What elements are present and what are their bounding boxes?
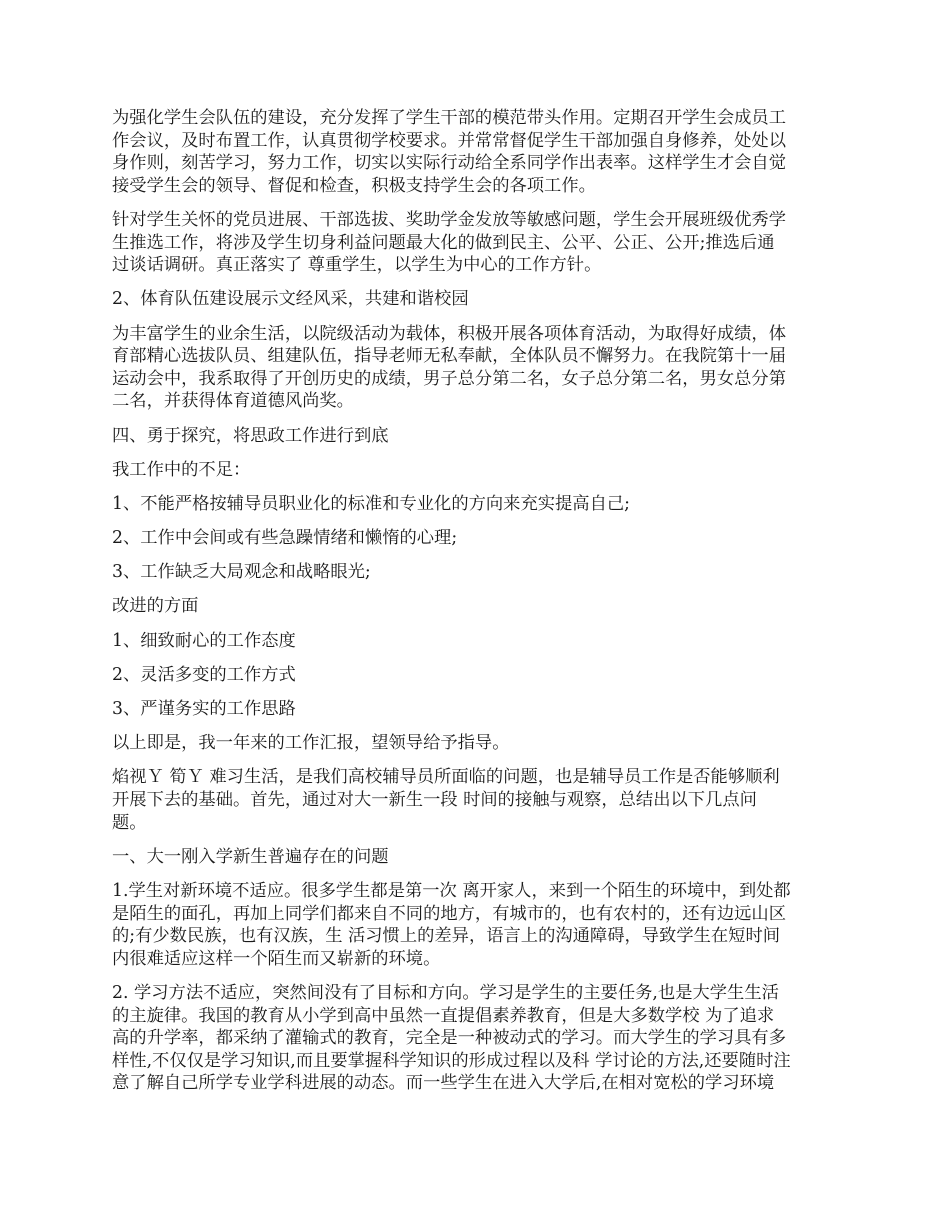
text-line: 2、灵活多变的工作方式 — [112, 664, 296, 685]
paragraph — [112, 561, 840, 584]
text-line: 内很难适应这样一个陌生而又崭新的环境。 — [112, 948, 441, 969]
paragraph — [112, 880, 840, 970]
paragraph — [112, 982, 840, 1095]
text-line: 意了解自己所学专业学科进展的动态。而一些学生在进入大学后,在相对宽松的学习环境 — [112, 1073, 775, 1094]
text-line: 以上即是，我一年来的工作汇报，望领导给予指导。 — [112, 733, 510, 754]
text-line: 运动会中，我系取得了开创历史的成绩，男子总分第二名，女子总分第二名，男女总分第 — [112, 368, 786, 389]
text-line: 3、工作缺乏大局观念和战略眼光; — [112, 562, 371, 583]
paragraph — [112, 595, 840, 618]
paragraph — [112, 766, 840, 834]
text-line: 焰视Ｙ 筍Ｙ 难习生活，是我们高校辅导员所面临的问题，也是辅导员工作是否能够顺利 — [112, 767, 780, 788]
text-line: 的主旋律。我国的教育从小学到高中虽然一直提倡素养教育，但是大多数学校 为了追求 — [112, 1005, 775, 1026]
text-line: 身作则，刻苦学习，努力工作，切实以实际行动给全系同学作出表率。这样学生才会自觉 — [112, 153, 786, 174]
paragraph — [112, 846, 840, 869]
text-line: 3、严谨务实的工作思路 — [112, 699, 296, 719]
paragraph — [112, 698, 840, 721]
text-line: 样性,不仅仅是学习知识,而且要掌握科学知识的形成过程以及科 学讨论的方法,还要随时注 — [112, 1050, 791, 1071]
text-line: 高的升学率，都采纳了灌输式的教育，完全是一种被动式的学习。而大学生的学习具有多 — [112, 1028, 786, 1049]
document-body — [112, 107, 840, 1106]
text-line: 育部精心选拔队员、组建队伍，指导老师无私奉献，全体队员不懈努力。在我院第十一届 — [112, 346, 786, 367]
text-line: 的;有少数民族，也有汉族，生 活习惯上的差异，语言上的沟通障碍，导致学生在短时间 — [112, 926, 781, 947]
text-line: 1、细致耐心的工作态度 — [112, 630, 296, 651]
text-line: 为强化学生会队伍的建设，充分发挥了学生干部的模范带头作用。定期召开学生会成员工 — [112, 108, 786, 128]
text-line: 作会议，及时布置工作，认真贯彻学校要求。并常常督促学生干部加强自身修养，处处以 — [112, 130, 786, 151]
text-line: 1.学生对新环境不适应。很多学生都是第一次 离开家人，来到一个陌生的环境中，到处都 — [112, 880, 791, 901]
text-line: 2、体育队伍建设展示文经风采，共建和谐校园 — [112, 289, 469, 310]
text-line: 我工作中的不足： — [112, 459, 251, 480]
paragraph — [112, 630, 840, 653]
paragraph — [112, 664, 840, 687]
text-line: 二名，并获得体育道德风尚奖。 — [112, 391, 354, 412]
paragraph — [112, 527, 840, 550]
text-line: 开展下去的基础。首先，通过对大一新生一段 时间的接触与观察，总结出以下几点问 — [112, 789, 757, 810]
paragraph — [112, 732, 840, 755]
text-line: 题。 — [112, 812, 147, 833]
text-line: 生推选工作，将涉及学生切身利益问题最大化的做到民主、公平、公正、公开;推选后通 — [112, 232, 775, 253]
text-line: 接受学生会的领导、督促和检查，积极支持学生会的各项工作。 — [112, 175, 596, 196]
paragraph — [112, 107, 840, 197]
paragraph — [112, 459, 840, 482]
paragraph — [112, 209, 840, 277]
text-line: 过谈话调研。真正落实了 尊重学生，以学生为中心的工作方针。 — [112, 255, 602, 276]
paragraph — [112, 323, 840, 413]
text-line: 2. 学习方法不适应，突然间没有了目标和方向。学习是学生的主要任务,也是大学生生活 — [112, 982, 779, 1003]
text-line: 1、不能严格按辅导员职业化的标准和专业化的方向来充实提高自己; — [112, 493, 630, 514]
text-line: 为丰富学生的业余生活，以院级活动为载体，积极开展各项体育活动，为取得好成绩，体 — [112, 323, 786, 344]
text-line: 改进的方面 — [112, 596, 199, 617]
text-line: 是陌生的面孔，再加上同学们都来自不同的地方，有城市的，也有农村的，还有边远山区 — [112, 903, 786, 924]
text-line: 2、工作中会间或有些急躁情绪和懒惰的心理; — [112, 528, 458, 549]
paragraph — [112, 425, 840, 448]
paragraph — [112, 288, 840, 311]
paragraph — [112, 493, 840, 516]
text-line: 一、大一刚入学新生普遍存在的问题 — [112, 846, 389, 867]
text-line: 针对学生关怀的党员进展、干部选拔、奖助学金发放等敏感问题，学生会开展班级优秀学 — [112, 209, 786, 230]
text-line: 四、勇于探究，将思政工作进行到底 — [112, 425, 389, 446]
